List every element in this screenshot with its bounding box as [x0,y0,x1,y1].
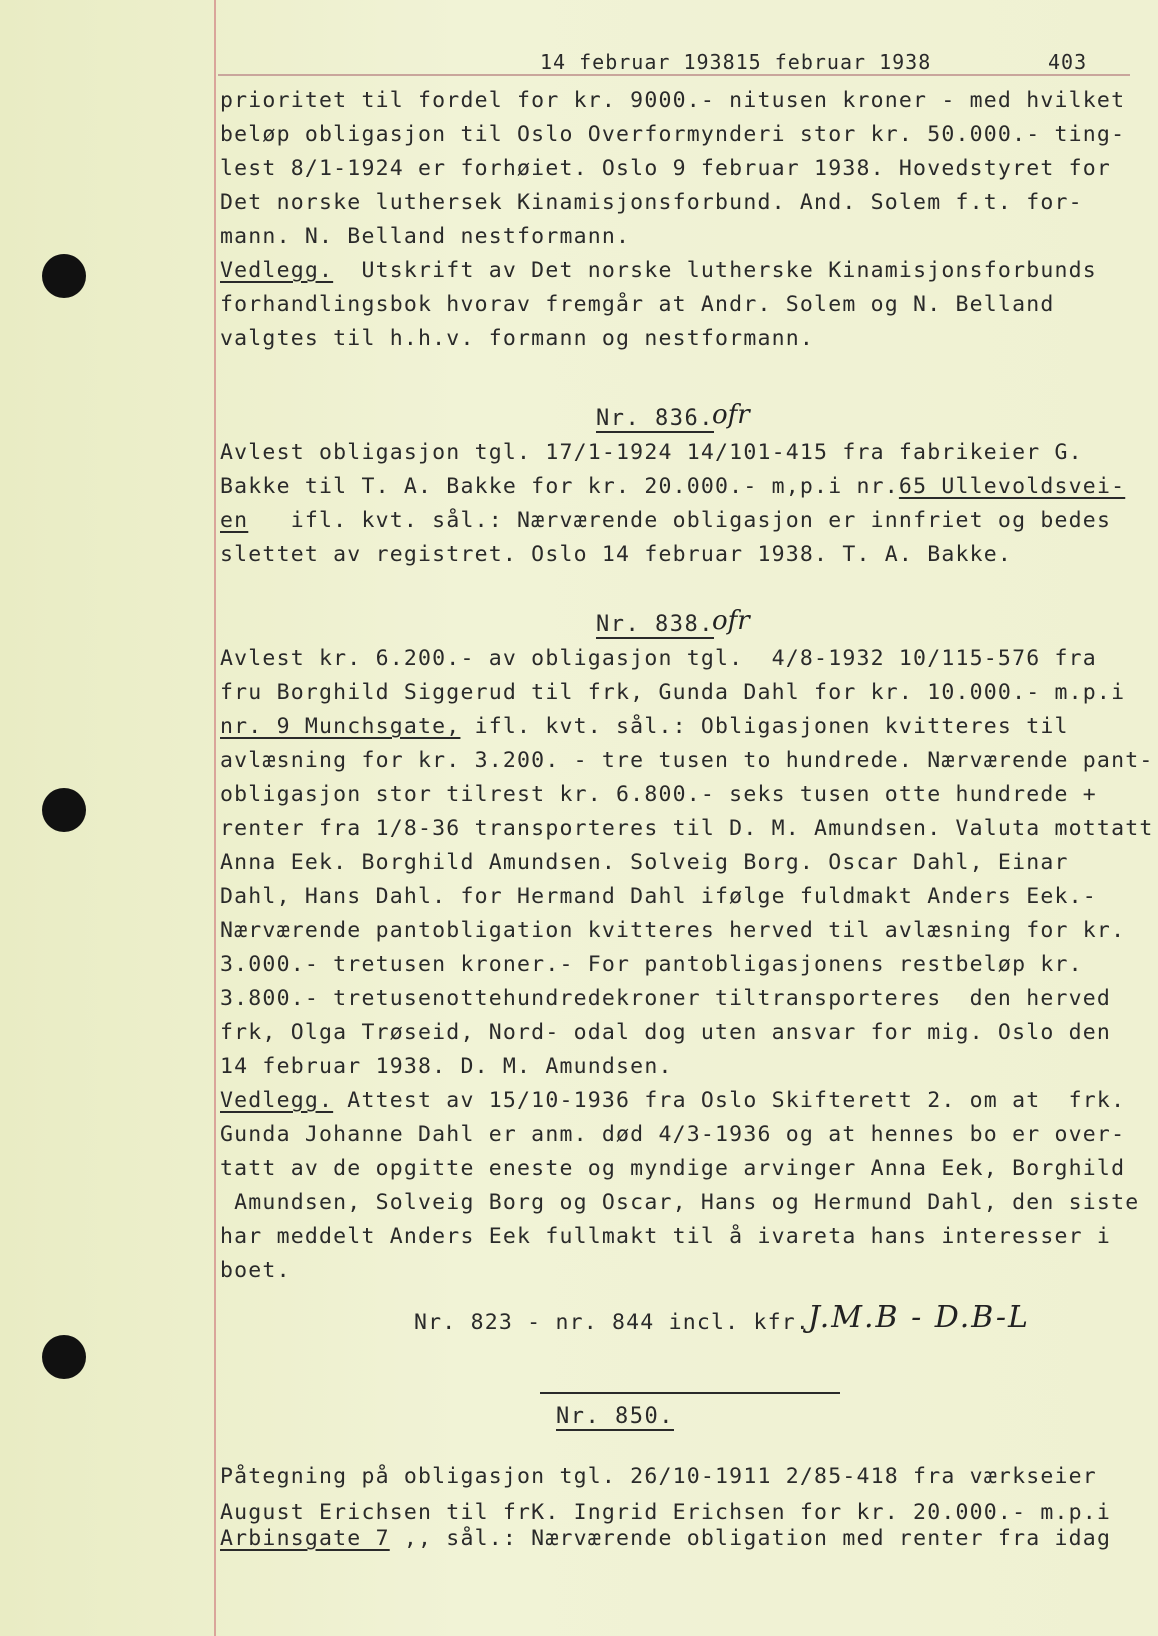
text-line: Avlest kr. 6.200.- av obligasjon tgl. 4/8-1932 10/115-576 fra [220,646,1097,671]
text-line: August Erichsen til frK. Ingrid Erichsen for kr. 20.000.- m.p.i [220,1500,1112,1525]
text-line [220,1528,1111,1550]
initials-mark: ofr [712,606,750,636]
text-segment: ifl. kvt. sål.: Obligasjonen kvitteres til [460,714,1069,739]
text-line: 3.000.- tretusen kroner.- For pantobligasjonens restbeløp kr. [220,952,1083,977]
text-line: mann. N. Belland nestformann. [220,224,631,249]
entry-heading-838: Nr. 838. [596,612,714,637]
text-line: Anna Eek. Borghild Amundsen. Solveig Borg. Oscar Dahl, Einar [220,850,1069,875]
text-line: forhandlingsbok hvorav fremgår at Andr. Solem og N. Belland [220,292,1055,317]
text-line: boet. [220,1258,291,1283]
vedlegg-label: Vedlegg. [220,258,334,283]
text-line: tatt av de opgitte eneste og myndige arvinger Anna Eek, Borghild [220,1156,1126,1181]
page-number: 403 [1048,50,1088,74]
separator-rule [540,1392,840,1394]
text-line: beløp obligasjon til Oslo Overformynderi stor kr. 50.000.- ting- [220,122,1126,147]
text-line: Det norske luthersek Kinamisjonsforbund. And. Solem f.t. for- [220,190,1083,215]
text-line: lest 8/1-1924 er forhøiet. Oslo 9 februar 1938. Hovedstyret for [220,156,1112,181]
text-line: Avlest obligasjon tgl. 17/1-1924 14/101-415 fra fabrikeier G. [220,440,1083,465]
text-segment: ifl. kvt. sål.: Nærværende obligasjon er innfriet og bedes [248,508,1112,533]
handwritten-signature: J.M.B - D.B-L [808,1300,1030,1335]
text-segment: ,, sål.: Nærværende obligation med renter fra idag [389,1526,1112,1551]
text-line: frk, Olga Trøseid, Nord- odal dog uten ansvar for mig. Oslo den [220,1020,1112,1045]
binder-hole [42,1335,86,1379]
text-line: fru Borghild Siggerud til frk, Gunda Dahl for kr. 10.000.- m.p.i [220,680,1126,705]
text-line: prioritet til fordel for kr. 9000.- nitusen kroner - med hvilket [220,88,1126,113]
header-dates: 14 februar 193815 februar 1938 [540,50,932,74]
vedlegg-label: Vedlegg. [220,1088,334,1113]
vedlegg-line [220,260,1097,282]
text-line: renter fra 1/8-36 transporteres til D. M. Amundsen. Valuta mottatt [220,816,1154,841]
text-line: 3.800.- tretusenottehundredekroner tiltransporteres den herved [220,986,1112,1011]
text-line: avlæsning for kr. 3.200. - tre tusen to hundrede. Nærværende pant- [220,748,1154,773]
text-line: Nærværende pantobligation kvitteres herved til avlæsning for kr. [220,918,1126,943]
text-line: Amundsen, Solveig Borg og Oscar, Hans og Hermund Dahl, den siste [220,1190,1140,1215]
entry-heading-836: Nr. 836. [596,406,714,431]
entry-heading-850: Nr. 850. [556,1404,674,1429]
address-underlined: Arbinsgate 7 [220,1526,390,1551]
binder-hole [42,254,86,298]
text-line [220,716,1069,738]
initials-mark: ofr [712,400,750,430]
margin-line [214,0,216,1636]
text-segment: Bakke til T. A. Bakke for kr. 20.000.- m,p.i nr. [220,474,899,499]
header-rule [218,74,1130,76]
vedlegg-line [220,1090,1125,1112]
address-underlined: nr. 9 Munchsgate, [220,714,461,739]
address-underlined: 65 Ullevoldsvei- [898,474,1126,499]
text-line [220,476,1125,498]
text-line: obligasjon stor tilrest kr. 6.800.- seks tusen otte hundrede + [220,782,1097,807]
vedlegg-text: Attest av 15/10-1936 fra Oslo Skifterett 2. om at frk. [333,1088,1126,1113]
text-line: slettet av registret. Oslo 14 februar 1938. T. A. Bakke. [220,542,1013,567]
text-line: har meddelt Anders Eek fullmakt til å ivareta hans interesser i [220,1224,1112,1249]
text-line: valgtes til h.h.v. formann og nestformann. [220,326,815,351]
text-line: Gunda Johanne Dahl er anm. død 4/3-1936 og at hennes bo er over- [220,1122,1126,1147]
text-line: Dahl, Hans Dahl. for Hermand Dahl ifølge fuldmakt Anders Eek.- [220,884,1097,909]
text-line: Påtegning på obligasjon tgl. 26/10-1911 2/85-418 fra værkseier [220,1464,1097,1489]
address-underlined: en [220,508,249,533]
text-line: 14 februar 1938. D. M. Amundsen. [220,1054,673,1079]
vedlegg-text: Utskrift av Det norske lutherske Kinamisjonsforbunds [333,258,1097,283]
text-line [220,510,1111,532]
summary-line: Nr. 823 - nr. 844 incl. kfr. [414,1310,811,1335]
binder-hole [42,788,86,832]
